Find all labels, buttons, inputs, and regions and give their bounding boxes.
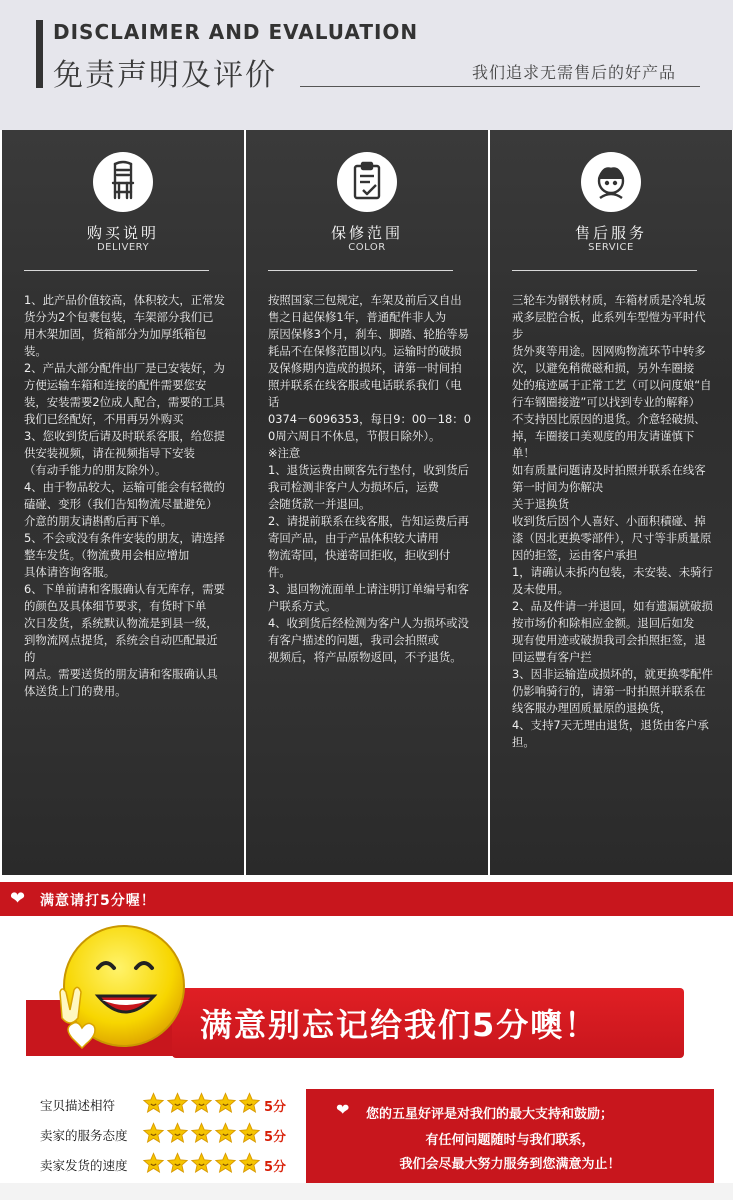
- star-icon: [238, 1152, 261, 1174]
- thanks-line-1: 您的五星好评是对我们的最大支持和鼓励；: [366, 1107, 614, 1122]
- rating-label: 宝贝描述相符: [40, 1098, 116, 1113]
- star-icon: [214, 1092, 237, 1114]
- header-underline: [300, 86, 700, 87]
- star-icon: [142, 1152, 165, 1174]
- star-icon: [238, 1092, 261, 1114]
- column-delivery: [2, 130, 244, 875]
- promo-banner: [172, 988, 684, 1058]
- heart-icon: ❤: [336, 1100, 350, 1119]
- star-rating: [142, 1122, 262, 1148]
- thanks-box: [306, 1089, 714, 1183]
- header-title-zh: 免责声明及评价: [53, 58, 277, 93]
- star-rating: [142, 1092, 262, 1118]
- star-icon: [190, 1152, 213, 1174]
- star-icon: [166, 1122, 189, 1144]
- star-icon: [166, 1092, 189, 1114]
- column-warranty: [246, 130, 488, 875]
- column-title: 售后服务: [574, 224, 647, 242]
- thanks-line-2: 有任何问题随时与我们联系，: [425, 1133, 595, 1148]
- rating-score: 5分: [264, 1100, 287, 1115]
- star-icon: [214, 1152, 237, 1174]
- column-title: 保修范围: [330, 224, 403, 242]
- star-icon: [214, 1122, 237, 1144]
- rating-label: 卖家的服务态度: [40, 1128, 128, 1143]
- clipboard-icon: [337, 152, 397, 212]
- star-rating: [142, 1152, 262, 1178]
- star-icon: [190, 1122, 213, 1144]
- column-body-text: 1、此产品价值较高，体积较大，正常发货分为2个包裹包装，车架部分我们已 用木架加固，货箱部分为加厚纸箱包装。 2、产品大部分配件出厂是已安装好，为方便运输车箱和连接的配件需要您安 装，安装需要2位成人配合，需要的工具我们已经配好，不用再另外购买 3、您收到货后请及时联系客服，给您提供安装视频，请在视频指导下安装 （有动手能力的朋友除外）。 4、由于物品较大，运输可能会有轻微的磕碰、变形（我们告知物流尽量避免） 介意的朋友请斟酌后再下单。 5、不会或没有条件安装的朋友，请选择整车发货。（物流费用会相应增加 具体请咨询客服。 6、下单前请和客服确认有无库存，需要的颜色及具体细节要求，有货时下单 次日发货，系统默认物流是到县一级，到物流网点提货，系统会自动匹配最近的 网点。需要送货的朋友请和客服确认具体送货上门的费用。: [24, 293, 225, 698]
- footer-strip: [0, 1183, 733, 1200]
- column-divider: [512, 270, 697, 271]
- rating-row-description: [40, 1092, 300, 1118]
- column-subtitle: COLOR: [348, 242, 386, 253]
- rating-label: 卖家发货的速度: [40, 1158, 128, 1173]
- star-icon: [190, 1092, 213, 1114]
- column-divider: [268, 270, 453, 271]
- rating-score: 5分: [264, 1160, 287, 1175]
- rating-score: 5分: [264, 1130, 287, 1145]
- header-title-en: DISCLAIMER AND EVALUATION: [53, 20, 419, 44]
- star-icon: [238, 1122, 261, 1144]
- header-slogan: 我们追求无需售后的好产品: [472, 63, 677, 82]
- header-accent-bar: [36, 20, 43, 88]
- promo-banner-text: 满意别忘记给我们5分噢！: [200, 1006, 599, 1044]
- column-service: [490, 130, 732, 875]
- heart-icon: ❤: [10, 888, 26, 909]
- star-icon: [142, 1092, 165, 1114]
- thanks-line-3: 我们会尽最大努力服务到您满意为止！: [399, 1157, 621, 1172]
- promo-band-text: 满意请打5分喔！: [40, 893, 156, 909]
- star-icon: [166, 1152, 189, 1174]
- column-body-text: 三轮车为钢铁材质，车箱材质是冷轧坂戒多层腔合板，此系列车型愷为平时代步 货外爽等用途。因网购物流环节中转多次，以避免稍微磁和损，另外车圈接 处的痕迹属于正常工艺（可以问度娘“自行车钢圈接遊”可以找到专业的解释） 不支持因比原因的退货。介意轻破损、掉，车圈接口美观度的用友请谨慎下单！ 如有质量问题请及时拍照并联系在线客第一时间为你解决 关于退换货 收到货后因个人喜好、小面积積碰、掉漆（因北更换零部件），尺寸等非质量原 因的拒签，运由客户承担 1，请确认未拆内包装，未安装、未骑行及未使用。 2、品及件请一并退回，如有遗漏就破损按市场价和除相应金额。退回后如发 现有使用迹或破损我司会拍照拒签，退回运豐有客户拦 3、因非运输造成损坏的，就更换零配件仍影响骑行的，请第一时拍照并联系在 线客服办理固质量原的退换货， 4、支持7天无理由退货，退货由客户承担。: [512, 293, 713, 749]
- column-title: 购买说明: [86, 224, 159, 242]
- star-icon: [142, 1122, 165, 1144]
- column-divider: [24, 270, 209, 271]
- column-body-text: 按照国家三包规定，车架及前后又自出售之日起保修1年，普通配件非人为 原因保修3个月，刹车、脚踏、轮胎等易耗品不在保修范围以内。运输时的破损 及保修期内造成的损坏，请第一时间拍照并联系在线客服或电话联系我们（电话 0374－6096353，每日9：00－18：00周六周日不休息，节假日除外）。 ※注意 1、退货运费由顾客先行垫付，收到货后我司检测非客户人为损坏后，运费 会随货款一并退回。 2、请提前联系在线客服，告知运费后再寄回产品，由于产品体积较大请用 物流寄回，快递寄回拒收，拒收到付件。 3、退回物流面单上请注明订单编号和客户联系方式。 4、收到货后经检测为客户人为损坏或没有客户描述的问题，我司会拍照或 视频后，将产品原物返回，不予退货。: [268, 293, 471, 664]
- page-header: [0, 0, 733, 130]
- person-icon: [581, 152, 641, 212]
- chair-icon: [93, 152, 153, 212]
- smiley-face-icon: [48, 920, 190, 1062]
- promo-band: [0, 882, 733, 916]
- column-subtitle: SERVICE: [588, 242, 634, 253]
- rating-row-service: [40, 1122, 300, 1148]
- rating-row-shipping: [40, 1152, 300, 1178]
- column-subtitle: DELIVERY: [96, 242, 150, 253]
